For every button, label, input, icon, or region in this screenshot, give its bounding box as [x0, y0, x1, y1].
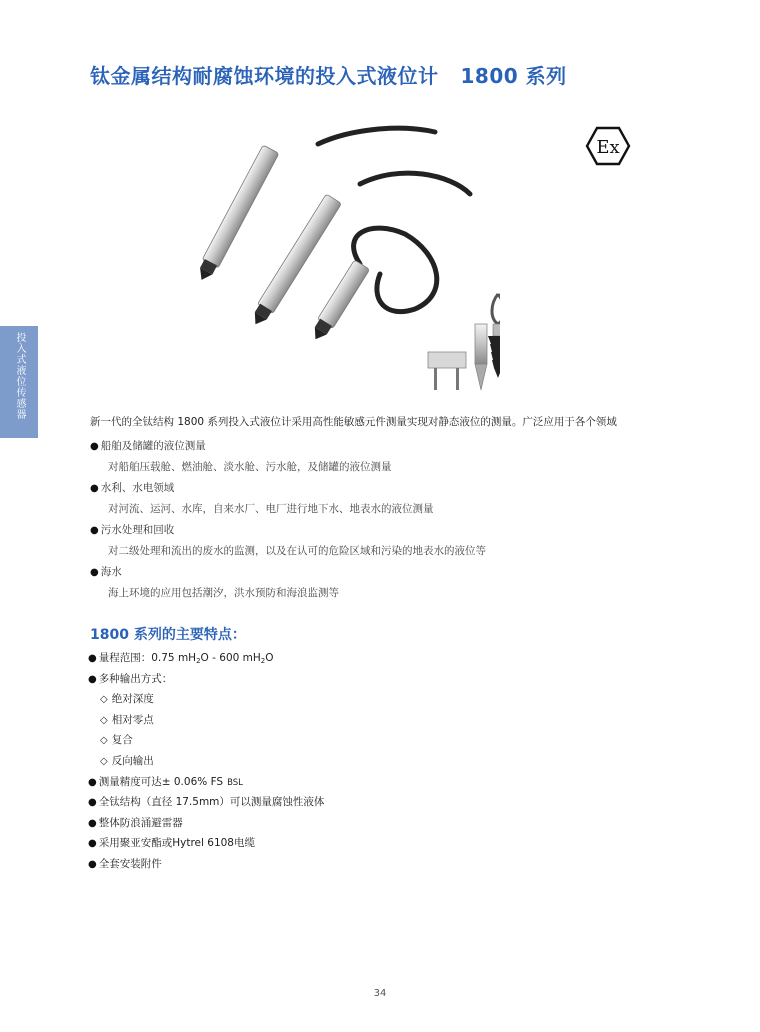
- diamond-bullet-icon: ◇: [100, 694, 108, 706]
- page-title: [90, 60, 730, 89]
- application-title: 水利、水电领域: [100, 482, 175, 494]
- feature-outputs: ● 多种输出方式：: [88, 672, 173, 685]
- list-item: [90, 478, 690, 520]
- list-item: [90, 520, 690, 562]
- output-option: ◇ 相对零点: [100, 713, 154, 726]
- applications-list: [90, 436, 690, 604]
- diamond-bullet-icon: ◇: [100, 714, 108, 726]
- application-desc: 海上环境的应用包括潮汐，洪水预防和海浪监测等: [108, 587, 339, 599]
- feature-range: ● 量程范围：0.75 $mH_2O - 600$ $mH_2O$: [88, 652, 274, 665]
- bullet-dot-icon: ●: [88, 858, 97, 870]
- bullet-dot-icon: ●: [88, 797, 97, 809]
- side-tab: [0, 326, 38, 438]
- application-title: 海水: [100, 566, 122, 578]
- side-tab-label: 投入式液位传感器: [14, 332, 25, 420]
- bullet-dot-icon: ●: [88, 653, 97, 664]
- product-image: [200, 124, 500, 404]
- feature-accuracy: ● 测量精度可达± 0.06% FS BSL: [88, 775, 243, 788]
- title-main: 钛金属结构耐腐蚀环境的投入式液位计: [90, 64, 439, 88]
- svg-text:Ex: Ex: [596, 137, 620, 158]
- intro-paragraph: 新一代的全钛结构 1800 系列投入式液位计采用高性能敏感元件测量实现对静态液位的测量。广泛应用于各个领域: [90, 416, 617, 428]
- list-item: [90, 436, 690, 478]
- title-series: 1800 系列: [460, 64, 567, 88]
- bullet-dot-icon: ●: [88, 817, 97, 829]
- diamond-bullet-icon: ◇: [100, 735, 108, 747]
- output-option: ◇ 反向输出: [100, 754, 154, 767]
- feature-structure: ● 全钛结构（直径 17.5mm）可以测量腐蚀性液体: [88, 796, 325, 809]
- feature-accessories: ● 全套安装附件: [88, 857, 162, 870]
- page-number: 34: [373, 988, 387, 999]
- feature-cable: ● 采用聚亚安酯或Hytrel 6108电缆: [88, 837, 255, 850]
- application-title: 船舶及储罐的液位测量: [100, 440, 206, 452]
- features-heading: 1800 系列的主要特点：: [90, 627, 246, 643]
- application-desc: 对河流、运河、水库，自来水厂、电厂进行地下水、地表水的液位测量: [108, 503, 434, 515]
- application-title: 污水处理和回收: [100, 524, 175, 536]
- bullet-dot-icon: ●: [88, 838, 97, 850]
- list-item: [90, 562, 690, 604]
- bullet-dot-icon: ●: [88, 673, 97, 685]
- application-desc: 对二级处理和流出的废水的监测，以及在认可的危险区域和污染的地表水的液位等: [108, 545, 486, 557]
- feature-lightning: ● 整体防浪涌避雷器: [88, 816, 183, 829]
- application-desc: 对船舶压载舱、燃油舱、淡水舱、污水舱，及储罐的液位测量: [108, 461, 392, 473]
- bullet-dot-icon: ●: [88, 776, 97, 788]
- bullet-dot-icon: ●: [90, 525, 99, 536]
- output-option: ◇ 绝对深度: [100, 693, 154, 706]
- bullet-dot-icon: ●: [90, 567, 99, 578]
- output-option: ◇ 复合: [100, 734, 133, 747]
- diamond-bullet-icon: ◇: [100, 755, 108, 767]
- bullet-dot-icon: ●: [90, 441, 99, 452]
- ex-certification-icon: [585, 126, 631, 166]
- bullet-dot-icon: ●: [90, 483, 99, 494]
- features-list: [88, 648, 688, 875]
